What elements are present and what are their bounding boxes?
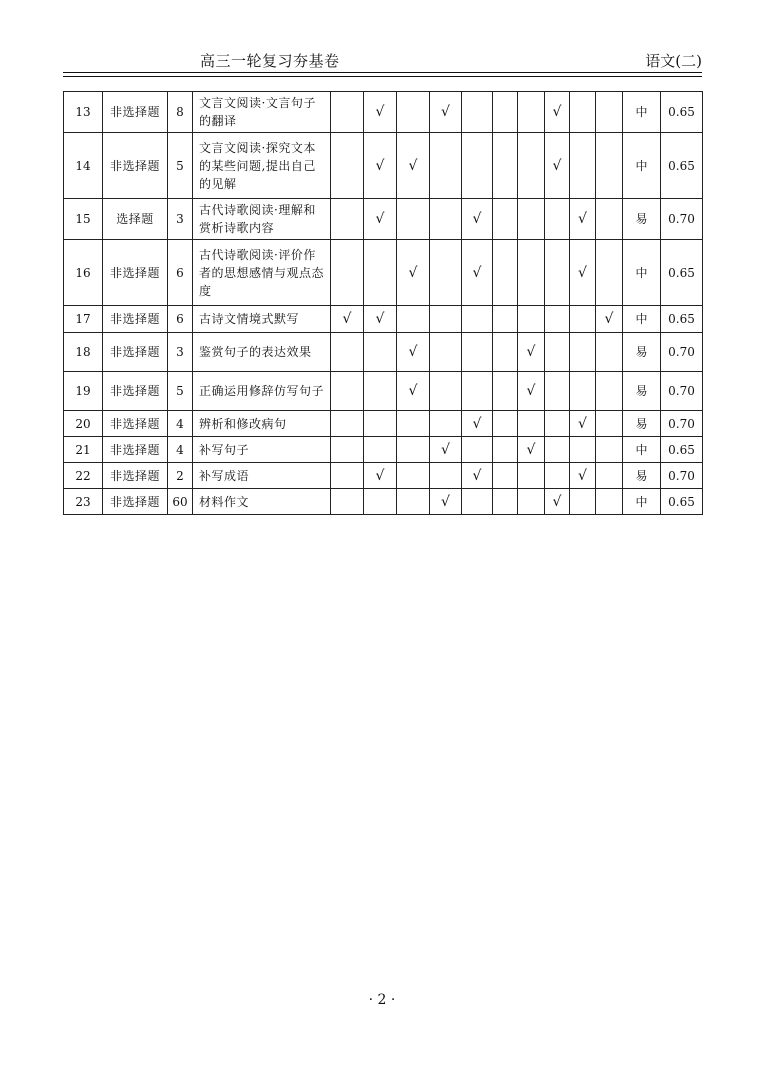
check-cell (596, 92, 623, 133)
check-cell (493, 437, 518, 463)
question-type-cell: 非选择题 (103, 240, 168, 306)
check-cell (493, 333, 518, 372)
exam-title: 高三一轮复习夯基卷 (200, 52, 340, 70)
topic-cell: 古诗文情境式默写 (193, 306, 331, 333)
level-cell: 易 (623, 372, 661, 411)
check-cell: √ (596, 306, 623, 333)
header-rule-thin (63, 76, 702, 77)
check-cell (518, 199, 545, 240)
table-row (64, 411, 703, 437)
check-cell (397, 437, 430, 463)
check-cell: √ (462, 463, 493, 489)
header-rule-thick (63, 72, 702, 73)
check-cell (397, 489, 430, 515)
difficulty-cell: 0.70 (661, 411, 703, 437)
check-cell: √ (397, 133, 430, 199)
question-type-cell: 非选择题 (103, 306, 168, 333)
level-cell: 中 (623, 306, 661, 333)
check-cell (462, 372, 493, 411)
check-cell (397, 306, 430, 333)
question-type-cell: 选择题 (103, 199, 168, 240)
subject-label: 语文(二) (645, 52, 702, 70)
check-cell (545, 463, 570, 489)
check-cell: √ (430, 437, 462, 463)
question-number-cell: 17 (64, 306, 103, 333)
question-number-cell: 14 (64, 133, 103, 199)
check-cell: √ (570, 463, 596, 489)
table-row (64, 306, 703, 333)
check-cell: √ (397, 372, 430, 411)
check-cell (570, 306, 596, 333)
table-row (64, 437, 703, 463)
check-cell (493, 411, 518, 437)
question-type-cell: 非选择题 (103, 437, 168, 463)
check-cell (596, 240, 623, 306)
question-number-cell: 19 (64, 372, 103, 411)
score-cell: 3 (168, 199, 193, 240)
table-row (64, 333, 703, 372)
check-cell (430, 333, 462, 372)
difficulty-cell: 0.65 (661, 92, 703, 133)
topic-cell: 文言文阅读·探究文本的某些问题,提出自己的见解 (193, 133, 331, 199)
question-type-cell: 非选择题 (103, 463, 168, 489)
question-type-cell: 非选择题 (103, 333, 168, 372)
score-cell: 5 (168, 133, 193, 199)
difficulty-cell: 0.65 (661, 306, 703, 333)
question-type-cell: 非选择题 (103, 489, 168, 515)
topic-cell: 辨析和修改病句 (193, 411, 331, 437)
table-row (64, 133, 703, 199)
check-cell (397, 411, 430, 437)
question-number-cell: 18 (64, 333, 103, 372)
check-cell: √ (397, 333, 430, 372)
table-row (64, 199, 703, 240)
check-cell (462, 437, 493, 463)
check-cell (596, 199, 623, 240)
check-cell (545, 372, 570, 411)
check-cell: √ (570, 240, 596, 306)
check-cell: √ (430, 92, 462, 133)
check-cell (462, 133, 493, 199)
check-cell (518, 411, 545, 437)
check-cell (364, 372, 397, 411)
check-cell (430, 411, 462, 437)
check-cell: √ (545, 92, 570, 133)
check-cell (545, 306, 570, 333)
check-cell (518, 133, 545, 199)
topic-cell: 鉴赏句子的表达效果 (193, 333, 331, 372)
score-cell: 2 (168, 463, 193, 489)
check-cell (364, 437, 397, 463)
check-cell (518, 489, 545, 515)
check-cell (331, 372, 364, 411)
check-cell (596, 333, 623, 372)
check-cell (331, 437, 364, 463)
check-cell (331, 240, 364, 306)
check-cell (364, 240, 397, 306)
check-cell (570, 92, 596, 133)
check-cell: √ (364, 133, 397, 199)
check-cell: √ (364, 199, 397, 240)
level-cell: 易 (623, 411, 661, 437)
check-cell (545, 240, 570, 306)
check-cell (518, 306, 545, 333)
check-cell (430, 240, 462, 306)
page-number: · 2 · (368, 992, 396, 1008)
topic-cell: 古代诗歌阅读·评价作者的思想感情与观点态度 (193, 240, 331, 306)
check-cell (430, 133, 462, 199)
check-cell (518, 92, 545, 133)
check-cell (364, 489, 397, 515)
check-cell (596, 463, 623, 489)
check-cell: √ (462, 411, 493, 437)
check-cell (596, 372, 623, 411)
difficulty-cell: 0.70 (661, 333, 703, 372)
check-cell (364, 333, 397, 372)
difficulty-cell: 0.65 (661, 133, 703, 199)
check-cell (462, 306, 493, 333)
check-cell: √ (397, 240, 430, 306)
check-cell: √ (364, 306, 397, 333)
check-cell: √ (545, 489, 570, 515)
topic-cell: 补写句子 (193, 437, 331, 463)
table-row (64, 240, 703, 306)
check-cell (493, 463, 518, 489)
topic-cell: 古代诗歌阅读·理解和赏析诗歌内容 (193, 199, 331, 240)
difficulty-cell: 0.70 (661, 463, 703, 489)
check-cell: √ (462, 240, 493, 306)
check-cell (545, 199, 570, 240)
check-cell (596, 411, 623, 437)
question-number-cell: 20 (64, 411, 103, 437)
topic-cell: 文言文阅读·文言句子的翻译 (193, 92, 331, 133)
topic-cell: 材料作文 (193, 489, 331, 515)
score-cell: 5 (168, 372, 193, 411)
check-cell (570, 372, 596, 411)
level-cell: 易 (623, 463, 661, 489)
check-cell (570, 437, 596, 463)
score-cell: 60 (168, 489, 193, 515)
check-cell (331, 92, 364, 133)
check-cell (518, 463, 545, 489)
question-number-cell: 21 (64, 437, 103, 463)
score-cell: 6 (168, 240, 193, 306)
difficulty-cell: 0.65 (661, 437, 703, 463)
check-cell: √ (364, 92, 397, 133)
check-cell: √ (518, 372, 545, 411)
check-cell: √ (430, 489, 462, 515)
check-cell: √ (331, 306, 364, 333)
check-cell: √ (545, 133, 570, 199)
question-type-cell: 非选择题 (103, 133, 168, 199)
check-cell: √ (570, 199, 596, 240)
score-cell: 6 (168, 306, 193, 333)
score-cell: 4 (168, 411, 193, 437)
score-cell: 3 (168, 333, 193, 372)
check-cell (364, 411, 397, 437)
check-cell (331, 333, 364, 372)
check-cell (430, 463, 462, 489)
question-number-cell: 15 (64, 199, 103, 240)
question-number-cell: 22 (64, 463, 103, 489)
check-cell: √ (570, 411, 596, 437)
table-row (64, 463, 703, 489)
check-cell (518, 240, 545, 306)
check-cell (462, 92, 493, 133)
check-cell (493, 372, 518, 411)
check-cell (545, 333, 570, 372)
check-cell (331, 463, 364, 489)
topic-cell: 补写成语 (193, 463, 331, 489)
check-cell: √ (518, 333, 545, 372)
check-cell (331, 489, 364, 515)
check-cell (493, 133, 518, 199)
level-cell: 中 (623, 133, 661, 199)
check-cell (493, 92, 518, 133)
check-cell (596, 133, 623, 199)
question-type-cell: 非选择题 (103, 372, 168, 411)
check-cell (430, 306, 462, 333)
table-row (64, 372, 703, 411)
check-cell (493, 489, 518, 515)
table-row (64, 92, 703, 133)
question-number-cell: 16 (64, 240, 103, 306)
page-header (63, 48, 702, 72)
difficulty-cell: 0.65 (661, 489, 703, 515)
topic-cell: 正确运用修辞仿写句子 (193, 372, 331, 411)
check-cell (397, 199, 430, 240)
question-type-cell: 非选择题 (103, 411, 168, 437)
check-cell (397, 463, 430, 489)
check-cell (493, 199, 518, 240)
question-number-cell: 23 (64, 489, 103, 515)
check-cell (430, 199, 462, 240)
level-cell: 中 (623, 92, 661, 133)
check-cell (462, 489, 493, 515)
level-cell: 易 (623, 199, 661, 240)
check-cell (596, 489, 623, 515)
table-row (64, 489, 703, 515)
question-number-cell: 13 (64, 92, 103, 133)
check-cell (331, 199, 364, 240)
check-cell (570, 133, 596, 199)
check-cell (331, 133, 364, 199)
score-cell: 8 (168, 92, 193, 133)
score-cell: 4 (168, 437, 193, 463)
check-cell (493, 306, 518, 333)
level-cell: 中 (623, 437, 661, 463)
check-cell (570, 333, 596, 372)
question-spec-table (63, 91, 703, 515)
check-cell (397, 92, 430, 133)
level-cell: 易 (623, 333, 661, 372)
question-type-cell: 非选择题 (103, 92, 168, 133)
level-cell: 中 (623, 240, 661, 306)
difficulty-cell: 0.65 (661, 240, 703, 306)
table-body (64, 92, 703, 515)
check-cell: √ (518, 437, 545, 463)
check-cell (545, 411, 570, 437)
check-cell (331, 411, 364, 437)
check-cell: √ (364, 463, 397, 489)
check-cell (596, 437, 623, 463)
check-cell (493, 240, 518, 306)
check-cell: √ (462, 199, 493, 240)
check-cell (545, 437, 570, 463)
check-cell (430, 372, 462, 411)
check-cell (570, 489, 596, 515)
difficulty-cell: 0.70 (661, 199, 703, 240)
level-cell: 中 (623, 489, 661, 515)
difficulty-cell: 0.70 (661, 372, 703, 411)
check-cell (462, 333, 493, 372)
